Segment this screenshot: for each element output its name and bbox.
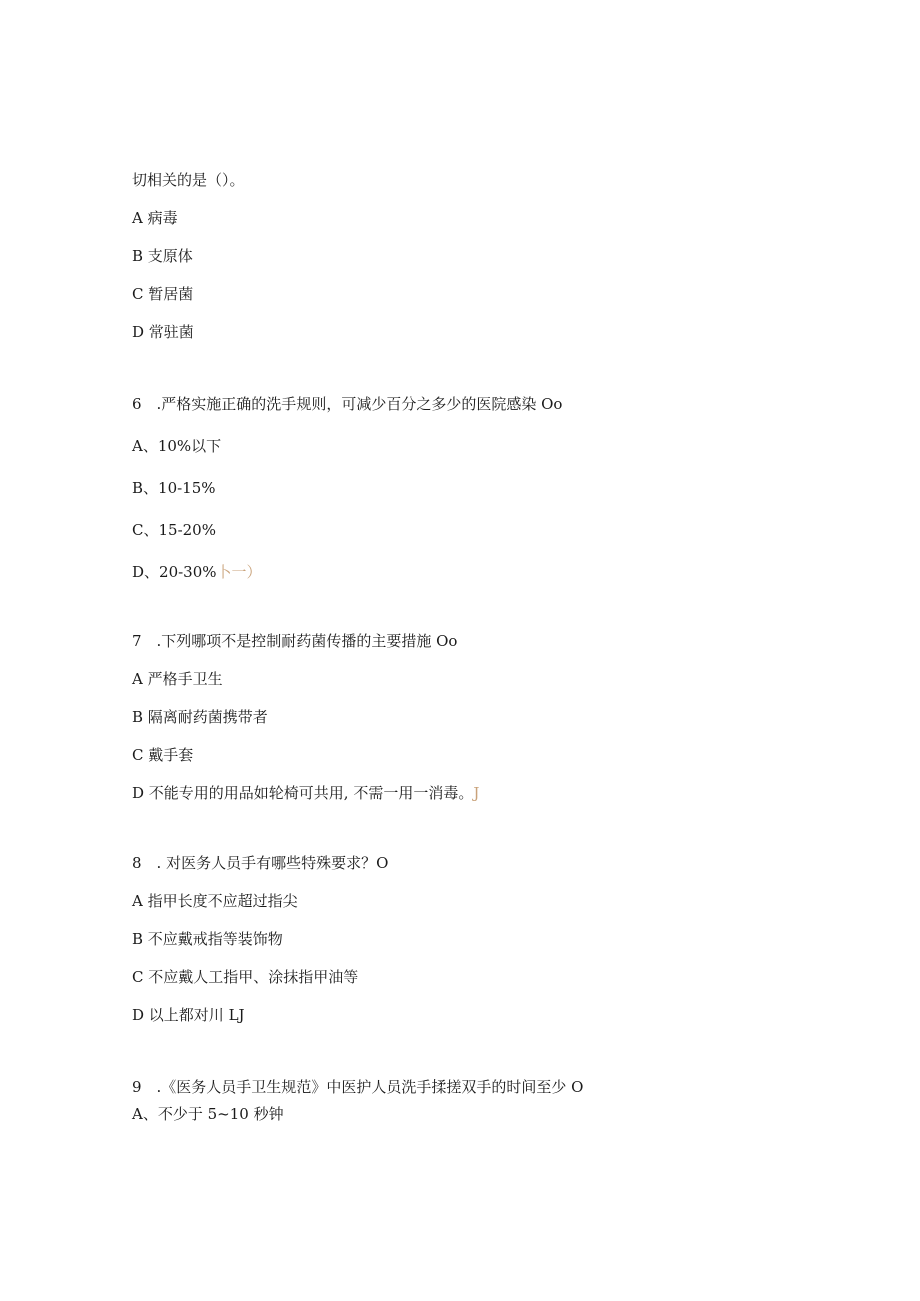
q7-answer-mark: J — [473, 784, 480, 802]
q7-option-d: D 不能专用的用品如轮椅可共用, 不需一用一消毒。J — [132, 784, 480, 802]
q9-option-a: A、不少于 5~10 秒钟 — [132, 1105, 284, 1123]
q6-answer-mark: 卜一） — [216, 563, 262, 581]
q7-option-b: B 隔离耐药菌携带者 — [132, 708, 268, 726]
q6-option-d: D、20-30%卜一） — [132, 563, 262, 581]
q8-option-b: B 不应戴戒指等装饰物 — [132, 930, 283, 948]
q5-option-d: D 常驻菌 — [132, 323, 194, 341]
q6-option-a: A、10%以下 — [132, 437, 222, 455]
question-8-stem: 8 . 对医务人员手有哪些特殊要求？O — [132, 854, 389, 872]
question-9-stem: 9 .《医务人员手卫生规范》中医护人员洗手揉搓双手的时间至少 O — [132, 1078, 584, 1096]
q7-option-c: C 戴手套 — [132, 746, 194, 764]
question-5-stem-tail: 切相关的是（）。 — [132, 171, 245, 189]
q7-option-a: A 严格手卫生 — [132, 670, 223, 688]
q5-option-a: A 病毒 — [132, 209, 178, 227]
q5-option-b: B 支原体 — [132, 247, 193, 265]
q6-option-b: B、10-15% — [132, 479, 216, 497]
q6-option-c: C、15-20% — [132, 521, 216, 539]
q8-option-c: C 不应戴人工指甲、涂抹指甲油等 — [132, 968, 359, 986]
question-7-stem: 7 .下列哪项不是控制耐药菌传播的主要措施 Oo — [132, 632, 458, 650]
q8-option-a: A 指甲长度不应超过指尖 — [132, 892, 298, 910]
question-6-stem: 6 .严格实施正确的洗手规则，可减少百分之多少的医院感染 Oo — [132, 395, 563, 413]
q8-option-d: D 以上都对川 LJ — [132, 1006, 245, 1024]
q5-option-c: C 暂居菌 — [132, 285, 194, 303]
